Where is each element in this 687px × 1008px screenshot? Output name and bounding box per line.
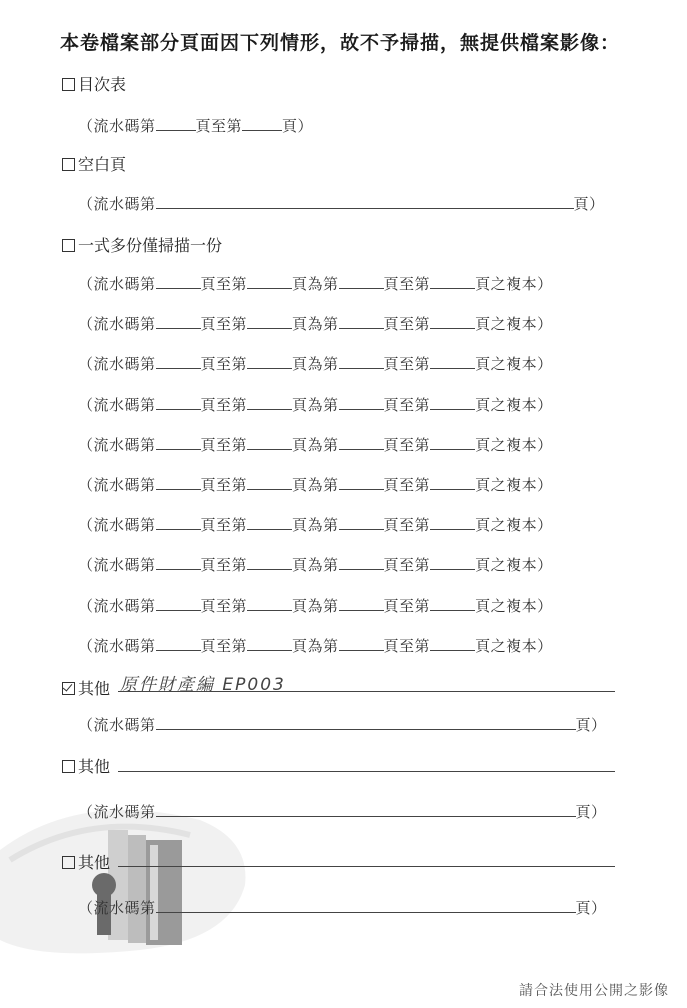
row-text-p3: 頁為第 xyxy=(292,396,339,414)
row-text-p4: 頁至第 xyxy=(383,637,431,655)
blank-field xyxy=(156,636,201,651)
blank-field xyxy=(339,515,384,530)
blank-field xyxy=(339,475,384,490)
row-text-p3: 頁為第 xyxy=(292,436,339,454)
blank-field xyxy=(247,475,292,490)
row-text-p4: 頁至第 xyxy=(383,516,431,534)
blank-page-checkbox[interactable] xyxy=(62,158,75,171)
range-prefix: （流水碼第 xyxy=(78,899,156,917)
row-text-p2: 頁至第 xyxy=(200,597,248,615)
row-text-p5: 頁之複本） xyxy=(475,355,553,373)
other-3-label: 其他 xyxy=(78,853,111,872)
row-text-p4: 頁至第 xyxy=(383,275,431,293)
range-prefix: （流水碼第 xyxy=(78,716,156,734)
blank-field xyxy=(156,116,196,131)
blank-page-label: 空白頁 xyxy=(78,155,127,174)
blank-field xyxy=(430,596,475,611)
other-1-range xyxy=(78,714,607,735)
row-text-p1: （流水碼第 xyxy=(78,436,156,454)
multi-copy-row xyxy=(78,474,553,495)
row-text-p3: 頁為第 xyxy=(292,275,339,293)
blank-field xyxy=(247,274,292,289)
row-text-p2: 頁至第 xyxy=(200,275,248,293)
row-text-p5: 頁之複本） xyxy=(475,436,553,454)
row-text-p2: 頁至第 xyxy=(200,516,248,534)
row-text-p1: （流水碼第 xyxy=(78,476,156,494)
multi-copy-row xyxy=(78,394,553,415)
blank-page-range xyxy=(78,193,605,214)
row-text-p1: （流水碼第 xyxy=(78,355,156,373)
usage-notice: 請合法使用公開之影像 xyxy=(519,983,669,999)
row-text-p4: 頁至第 xyxy=(383,476,431,494)
toc-checkbox[interactable] xyxy=(62,78,75,91)
row-text-p2: 頁至第 xyxy=(200,556,248,574)
blank-field xyxy=(430,555,475,570)
blank-field xyxy=(247,636,292,651)
blank-page-option xyxy=(62,152,126,175)
blank-field xyxy=(430,515,475,530)
range-suffix: 頁） xyxy=(575,716,607,734)
other-3-checkbox[interactable] xyxy=(62,856,75,869)
row-text-p5: 頁之複本） xyxy=(475,275,553,293)
range-suffix: 頁） xyxy=(575,803,607,821)
row-text-p4: 頁至第 xyxy=(383,355,431,373)
other-2-underline xyxy=(118,771,615,772)
blank-field xyxy=(247,395,292,410)
blank-field xyxy=(430,395,475,410)
multi-copy-row xyxy=(78,434,553,455)
other-1-label: 其他 xyxy=(78,679,111,698)
row-text-p2: 頁至第 xyxy=(200,315,248,333)
row-text-p4: 頁至第 xyxy=(383,396,431,414)
row-text-p3: 頁為第 xyxy=(292,637,339,655)
blank-field xyxy=(339,636,384,651)
blank-field xyxy=(430,274,475,289)
other-3-underline xyxy=(118,866,615,867)
row-text-p2: 頁至第 xyxy=(200,476,248,494)
multi-copy-row xyxy=(78,514,553,535)
multi-copy-row xyxy=(78,353,553,374)
blank-field xyxy=(339,354,384,369)
row-text-p3: 頁為第 xyxy=(292,516,339,534)
multi-copy-checkbox[interactable] xyxy=(62,239,75,252)
range-suffix: 頁） xyxy=(575,899,607,917)
range-suffix: 頁） xyxy=(282,117,314,135)
multi-copy-row xyxy=(78,273,553,294)
row-text-p4: 頁至第 xyxy=(383,315,431,333)
multi-copy-row xyxy=(78,313,553,334)
row-text-p1: （流水碼第 xyxy=(78,275,156,293)
range-prefix: （流水碼第 xyxy=(78,195,156,213)
other-option-3 xyxy=(62,850,110,873)
blank-field xyxy=(156,802,576,817)
row-text-p3: 頁為第 xyxy=(292,355,339,373)
other-option-2 xyxy=(62,754,110,777)
blank-field xyxy=(247,555,292,570)
other-2-label: 其他 xyxy=(78,757,111,776)
blank-field xyxy=(430,435,475,450)
blank-field xyxy=(430,636,475,651)
range-prefix: （流水碼第 xyxy=(78,803,156,821)
blank-field xyxy=(156,596,201,611)
row-text-p1: （流水碼第 xyxy=(78,516,156,534)
blank-field xyxy=(247,354,292,369)
other-2-range xyxy=(78,801,607,822)
row-text-p4: 頁至第 xyxy=(383,597,431,615)
row-text-p5: 頁之複本） xyxy=(475,597,553,615)
blank-field xyxy=(156,715,576,730)
blank-field xyxy=(339,555,384,570)
blank-field xyxy=(430,475,475,490)
toc-range xyxy=(78,115,313,136)
blank-field xyxy=(339,314,384,329)
row-text-p5: 頁之複本） xyxy=(475,396,553,414)
multi-copy-row xyxy=(78,595,553,616)
other-3-range xyxy=(78,897,607,918)
row-text-p2: 頁至第 xyxy=(200,396,248,414)
row-text-p4: 頁至第 xyxy=(383,556,431,574)
other-1-handwritten-note: 原件財產編 EP003 xyxy=(120,675,286,695)
blank-field xyxy=(156,475,201,490)
blank-field xyxy=(156,898,576,913)
row-text-p1: （流水碼第 xyxy=(78,315,156,333)
blank-field xyxy=(242,116,282,131)
row-text-p1: （流水碼第 xyxy=(78,637,156,655)
blank-field xyxy=(156,354,201,369)
blank-field xyxy=(339,274,384,289)
row-text-p4: 頁至第 xyxy=(383,436,431,454)
row-text-p3: 頁為第 xyxy=(292,476,339,494)
blank-field xyxy=(339,596,384,611)
toc-label: 目次表 xyxy=(78,75,127,94)
blank-field xyxy=(156,395,201,410)
row-text-p1: （流水碼第 xyxy=(78,396,156,414)
blank-field xyxy=(339,395,384,410)
row-text-p5: 頁之複本） xyxy=(475,637,553,655)
row-text-p3: 頁為第 xyxy=(292,556,339,574)
multi-copy-row xyxy=(78,554,553,575)
blank-field xyxy=(247,314,292,329)
multi-copy-option xyxy=(62,233,222,256)
blank-field xyxy=(156,314,201,329)
row-text-p3: 頁為第 xyxy=(292,315,339,333)
blank-field xyxy=(247,515,292,530)
range-mid: 頁至第 xyxy=(195,117,243,135)
other-2-checkbox[interactable] xyxy=(62,760,75,773)
row-text-p2: 頁至第 xyxy=(200,637,248,655)
range-prefix: （流水碼第 xyxy=(78,117,156,135)
toc-option xyxy=(62,72,126,95)
blank-field xyxy=(339,435,384,450)
row-text-p2: 頁至第 xyxy=(200,355,248,373)
row-text-p1: （流水碼第 xyxy=(78,597,156,615)
row-text-p2: 頁至第 xyxy=(200,436,248,454)
blank-field xyxy=(156,555,201,570)
other-1-checkbox[interactable] xyxy=(62,682,75,695)
row-text-p1: （流水碼第 xyxy=(78,556,156,574)
page-title: 本卷檔案部分頁面因下列情形，故不予掃描，無提供檔案影像： xyxy=(60,32,621,54)
blank-field xyxy=(430,354,475,369)
blank-field xyxy=(156,515,201,530)
row-text-p5: 頁之複本） xyxy=(475,476,553,494)
multi-copy-label: 一式多份僅掃描一份 xyxy=(78,236,223,255)
blank-field xyxy=(247,435,292,450)
blank-field xyxy=(430,314,475,329)
other-1-underline xyxy=(118,691,615,692)
blank-field xyxy=(247,596,292,611)
blank-field xyxy=(156,435,201,450)
blank-field xyxy=(156,194,574,209)
other-option-1 xyxy=(62,676,110,699)
range-suffix: 頁） xyxy=(573,195,605,213)
row-text-p5: 頁之複本） xyxy=(475,556,553,574)
row-text-p3: 頁為第 xyxy=(292,597,339,615)
blank-field xyxy=(156,274,201,289)
row-text-p5: 頁之複本） xyxy=(475,516,553,534)
multi-copy-row xyxy=(78,635,553,656)
row-text-p5: 頁之複本） xyxy=(475,315,553,333)
